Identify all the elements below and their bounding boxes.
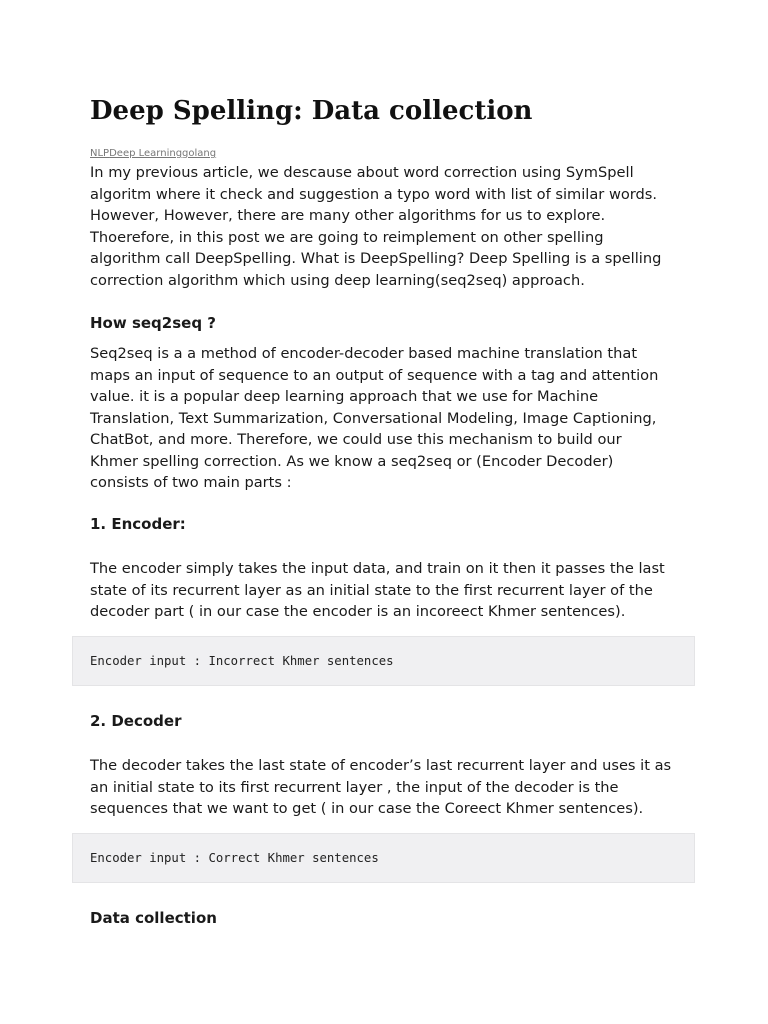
text-line: sequences that we want to get ( in our case the Coreect Khmer sentences). xyxy=(90,800,644,817)
text-line: The encoder simply takes the input data, and train on it then it passes the last xyxy=(90,560,665,577)
text-line: However, However, there are many other algorithms for us to explore. xyxy=(90,207,606,224)
text-line: state of its recurrent layer as an initial state to the first recurrent layer of the xyxy=(90,581,653,599)
text-line: The decoder takes the last state of encoder’s last recurrent layer and uses it as xyxy=(90,757,672,774)
section-heading: How seq2seq ? xyxy=(90,314,216,332)
text-line: value. it is a popular deep learning approach that we use for Machine xyxy=(90,388,599,405)
text-line: algorithm call DeepSpelling. What is DeepSpelling? Deep Spelling is a spelling xyxy=(90,250,662,267)
text-line: Translation, Text Summarization, Conversational Modeling, Image Captioning, xyxy=(90,409,657,427)
section-heading: 2. Decoder xyxy=(90,712,182,730)
tag-link[interactable]: NLP xyxy=(90,148,110,159)
text-line: ChatBot, and more. Therefore, we could use this mechanism to build our xyxy=(90,431,622,448)
tag-link[interactable]: Deep Learning xyxy=(109,148,183,159)
text-line: correction algorithm which using deep learning(seq2seq) approach. xyxy=(90,271,585,289)
intro-paragraph xyxy=(90,162,690,291)
article-title: Deep Spelling: Data collection xyxy=(90,96,533,126)
text-line: consists of two main parts : xyxy=(90,474,292,491)
decoder-paragraph xyxy=(90,755,690,820)
text-line: algoritm where it check and suggestion a typo word with list of similar words. xyxy=(90,185,658,203)
text-line: In my previous article, we descause about word correction using SymSpell xyxy=(90,164,634,181)
text-line: Khmer spelling correction. As we know a seq2seq or (Encoder Decoder) xyxy=(90,452,614,470)
seq2seq-paragraph xyxy=(90,343,690,494)
section-heading: Data collection xyxy=(90,909,217,927)
text-line: Seq2seq is a a method of encoder-decoder based machine translation that xyxy=(90,345,638,362)
text-line: an initial state to its first recurrent layer , the input of the decoder is the xyxy=(90,778,619,796)
text-line: Thoerefore, in this post we are going to reimplement on other spelling xyxy=(90,228,604,246)
code-block: Encoder input : Correct Khmer sentences xyxy=(72,833,695,883)
text-line: maps an input of sequence to an output of sequence with a tag and attention xyxy=(90,366,659,384)
code-block: Encoder input : Incorrect Khmer sentences xyxy=(72,636,695,686)
article-header xyxy=(90,94,690,160)
tag-link[interactable]: golang xyxy=(182,148,217,159)
encoder-paragraph xyxy=(90,558,690,623)
text-line: decoder part ( in our case the encoder is an incoreect Khmer sentences). xyxy=(90,603,626,620)
tag-list xyxy=(90,148,690,160)
section-heading: 1. Encoder: xyxy=(90,515,186,533)
